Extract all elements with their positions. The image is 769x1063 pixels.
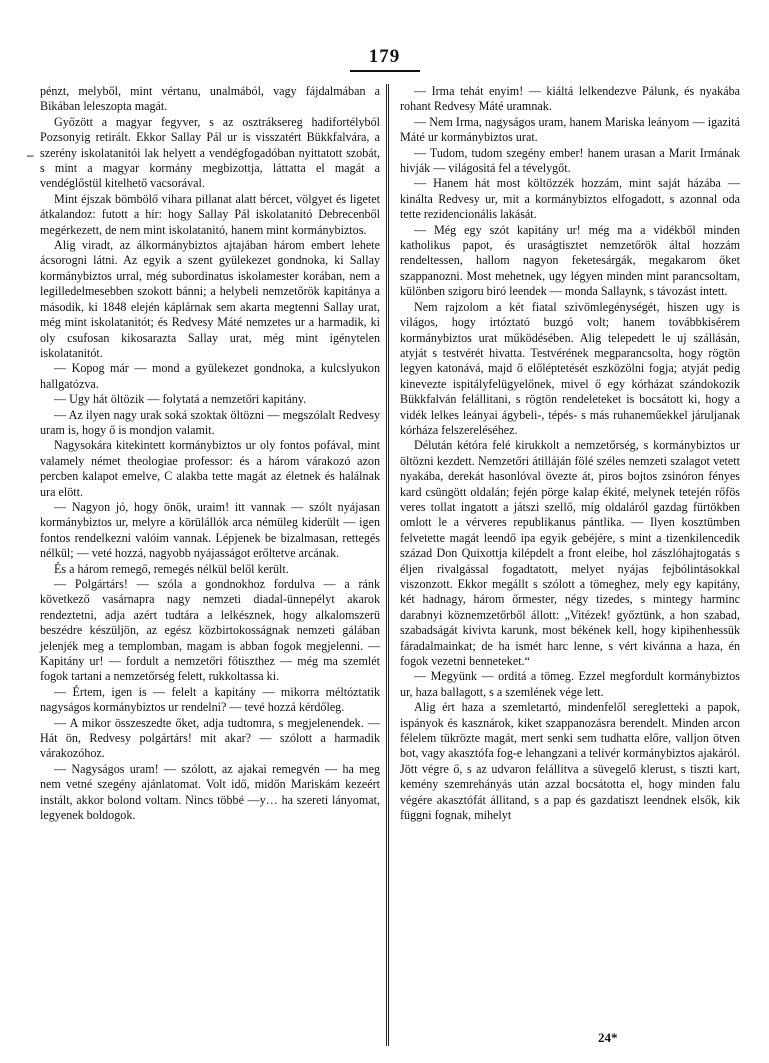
margin-mark: – xyxy=(27,147,34,162)
paragraph: — A mikor összeszedte őket, adja tudtomra, s megjelenendek. — Hát ön, Redvesy polgártárs! mit akar? — szólott a harmadik várakozóhoz. xyxy=(40,715,380,761)
paragraph: Alig viradt, az álkormánybiztos ajtajában három embert lehete ácsorogni látni. Az egyik a szent gyülekezet gondnoka, ki Sallay kormánybiztos urral, még subordinatus iskolamester korában, nem a legilledelmesebben szokott bánni; a helybeli nemzetőrök kapitánya a második, ki 1848 elején káplárnak sem akarta megtenni Sallay urat, még mint iskolatanitót; és Redvesy Máté nemzetes ur a harmadik, ki oly csufosan kikosarazta Sallay urat, még mint igénytelen iskolatanitót. xyxy=(40,238,380,360)
paragraph: — Nagyon jó, hogy önök, uraim! itt vannak — szólt nyájasan kormánybiztos ur, melyre a körülállók arca némüleg kiderült — igen fontos rendelkezni valóim vannak. Lépjenek be bizalmasan, rettegés nélkül; — veté hozzá, nagyobb nyájasságot erőltetve arcának. xyxy=(40,499,380,561)
signature-mark: 24* xyxy=(598,1030,618,1045)
paragraph: — Nem Irma, nagyságos uram, hanem Mariska leányom — igazitá Máté ur kormánybiztos urat. xyxy=(400,114,740,145)
paragraph: Mint éjszak bömbölő vihara pillanat alatt bércet, völgyet és ligetet átkalandoz: futott a hír: hogy Sallay Pál iskolatanitó Debrecenből megérkezett, de nem mint iskolatanitó, hanem mint kormánybiztos. xyxy=(40,191,380,237)
paragraph: Győzött a magyar fegyver, s az osztráksereg hadifortélyból Pozsonyig retirált. Ekkor Sallay Pál ur is visszatért Bükkfalvára, a szerény iskolatanitói lak helyett a vendégfogadóban nyittatott szobát, s mint a magyar kormány megbizottja, láttatta el magát a vendéglőstül kitelhető vacsorával. xyxy=(40,114,380,191)
paragraph: — Irma tehát enyim! — kiáltá lelkendezve Pálunk, és nyakába rohant Redvesy Máté uramnak. xyxy=(400,84,740,114)
page-number: 179 xyxy=(368,46,401,67)
paragraph: — Értem, igen is — felelt a kapitány — mikorra méltóztatik nagyságos kormánybiztos ur rendelni? — tevé hozzá kérdőleg. xyxy=(40,684,380,715)
paragraph: És a három remegő, remegés nélkül belől került. xyxy=(54,561,289,576)
paragraph: — Polgártárs! — szóla a gondnokhoz fordulva — a ránk következő vasárnapra nagy nemzeti diadal-ünnepélyt akarok rendeztetni, adja azért tudtára a lelkésznek, hogy alkalomszerü beszédre készüljön, az egész közbirtokosságnak nemzeti gálában jelenjék meg a templomban, magam is abban fogok megjelenni. — Kapitány ur! — fordult a nemzetőri főtiszthez — még ma szemlét fogok tartani a nemzetőrség felett, rukkoltassa ki. xyxy=(40,577,380,684)
paragraph: — Nagyságos uram! — szólott, az ajakai remegvén — ha meg nem vetné szegény ajánlatomat. Volt idő, midőn Mariskám kezeért instált, akkor bolond voltam. Nincs többé —y… ha szereti lányomat, legyenek boldogok. xyxy=(40,761,380,823)
paragraph: — Megyünk — orditá a tömeg. Ezzel megfordult kormánybiztos ur, haza ballagott, s a szemlének vége lett. xyxy=(400,669,740,699)
paragraph: — Ugy hát öltözik — folytatá a nemzetőri kapitány. xyxy=(54,392,307,407)
paragraph: Nem rajzolom a két fiatal szivömlegénységét, hiszen ugy is világos, hogy irtóztató buzgó volt; hanem továbbkisérem kormánybiztos urat működésében. Alig telepedett le uj szállásán, atyját s testvérét hivatta. Testvérének megparancsolta, hogy rögtön legyen katonává, majd ő előléptetését eszközölni fogja; atyját pedig kinevezte ispitályfelügyelőnek, mivel ő egy kórházat szándokozik Bükkfalván felállitani, s rögtön rendeleteket is bocsátott ki, hogy a vidék lelkes leányai ágybeli-, tépés- s más ruhaneműekkel járuljanak kórháza felszereléséhez. xyxy=(400,299,740,437)
header-rule xyxy=(350,70,420,72)
paragraph: — Kopog már — mond a gyülekezet gondnoka, a kulcslyukon hallgatózva. xyxy=(40,361,380,391)
paragraph: — Hanem hát most költözzék hozzám, mint saját házába — kinálta Redvesy ur, mit a kormánybiztos elfogadott, s azonnal oda tette rezidencionális lakását. xyxy=(400,176,740,222)
paragraph: Alig ért haza a szemletartó, mindenfelől seregletteki a papok, ispányok és kasznárok, kiket szappanozásra berendelt. Minden arcon félelem tükrözte magát, mert senki sem tudhatta előre, valljon ötven bot, vagy akasztófa fog-e lehangzani a telivér kormánybiztos ajakáról. Jött végre ő, s az udvaron felállitva a süvegelő klerust, s tiszti kart, kemény szemrehányás után azzal bocsátotta el, hogy minden falu végére akasztófát állitand, s a pap és gazdatiszt leendnek elsők, kik függni fognak, mihelyt xyxy=(400,700,740,823)
paragraph: Nagysokára kitekintett kormánybiztos ur oly fontos pofával, mint valamely német theologiae professor: és a három várakozó azon percben kalapot emelve, C alakba tette magát az életnek és halálnak ura elött. xyxy=(40,438,380,499)
left-column xyxy=(40,84,380,824)
paragraph: Délután kétóra felé kirukkolt a nemzetőrség, s kormánybiztos ur öltözni kezdett. Nemzetőri átilláján fölé széles nemzeti szalagot vetett nyakába, derekát hasonlóval övezte át, piros bojtos zsinóron fényes kard csüngött oldalán; fején pörge kalap ékité, melynek tetején rőfös veres tollat ingatott a játszi szellő, míg oldaláról gazdag fürtökben omlott le a vérveres republikanus pántlika. — Ilyen kosztümben felvetette magát leendő ipa egyik gebéjére, s mint a tizenkilencedik század Don Quixottja kilépdelt a front eleibe, hol zászlóhajtogatás s éljen rivalgással fogadtatott, melyet nyájas fejbólintásokkal viszonzott. Ekkor megállt s szólott a tömeghez, mely egy kapitány, két hadnagy, három őrmester, négy tizedes, s mintegy harminc darabnyi köznemzetőrből állott: „Vitézek! győztünk, a hon szabad, szabadságát kivivta karunk, most békének kell, hogy kipihenhessük fáradalmainkat; de ha ismét harc lenne, s vért kivánna a haza, én fogok vezetni benneteket.“ xyxy=(400,438,740,669)
paragraph: — Tudom, tudom szegény ember! hanem urasan a Marit Irmának hivják — világositá fel a tévelygőt. xyxy=(400,145,740,176)
column-divider xyxy=(386,84,390,1046)
paragraph: — Még egy szót kapitány ur! még ma a vidékből minden katholikus papot, és uraságtisztet nemzetőrök által hozzám rendeltessen, hallom nagyon feketesárgák, megakarom őket szappanozni. Most mehetnek, ugy légyen minden mint parancsoltam, különben szigoru biró leendek — monda Sallaynk, s távozást intett. xyxy=(400,222,740,299)
paragraph: pénzt, melyből, mint vértanu, unalmából, vagy fájdalmában a Bikában leleszopta magát. xyxy=(40,84,380,114)
paragraph: — Az ilyen nagy urak soká szoktak öltözni — megszólalt Redvesy uram is, hogy ő is mondjon valamit. xyxy=(40,407,380,437)
right-column xyxy=(400,84,740,824)
